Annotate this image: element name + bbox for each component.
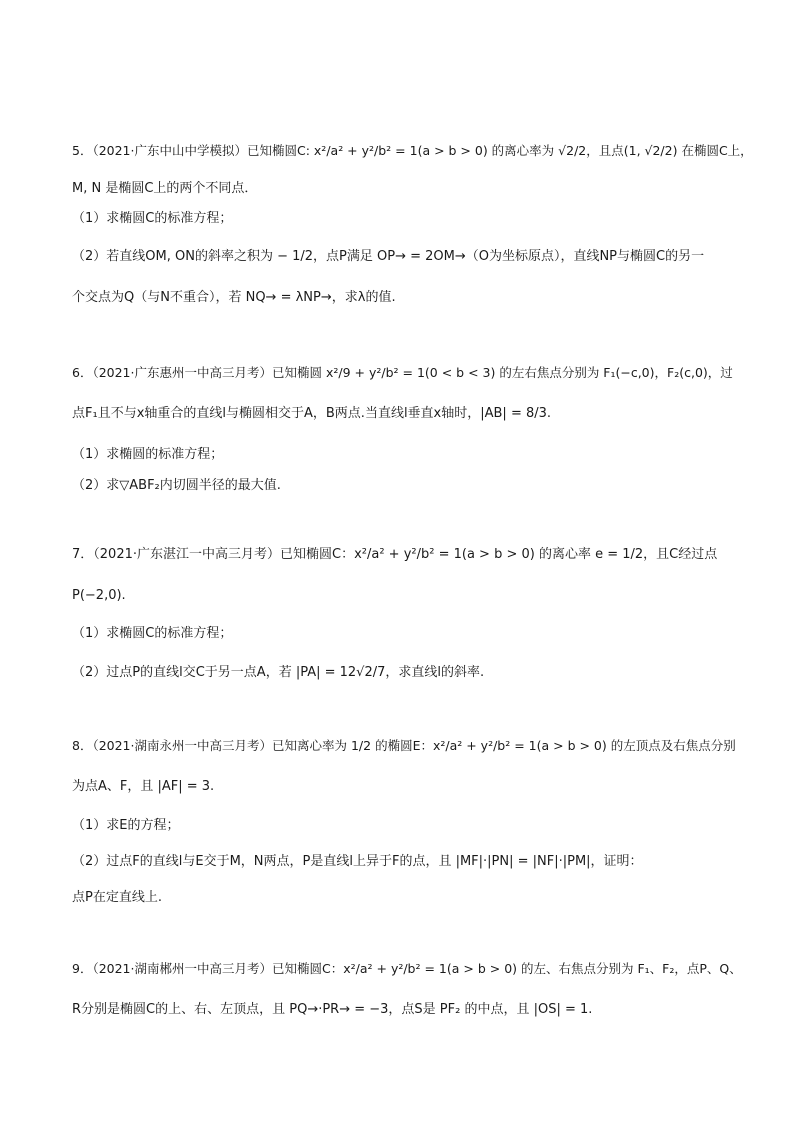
problem-9-source: （2021·湖南郴州一中高三月考） — [92, 961, 272, 976]
problem-5-line-4: （2）若直线OM, ON的斜率之积为 − 1/2，点P满足 OP→ = 2OM→（O为坐标原点），直线NP与椭圆C的另一 — [72, 249, 705, 264]
problem-9-line-2: R分别是椭圆C的上、右、左顶点，且 PQ→·PR→ = −3，点S是 PF₂ 的中点，且 |OS| = 1. — [72, 1002, 593, 1017]
problem-7-line-3: （1）求椭圆C的标准方程； — [72, 626, 233, 641]
problem-6-line-1 — [72, 364, 734, 382]
problem-6-line-2: 点F₁且不与x轴重合的直线l与椭圆相交于A，B两点.当直线l垂直x轴时，|AB| = 8/3. — [72, 406, 552, 421]
problem-5-number: 5． — [72, 143, 93, 158]
problem-8-source: （2021·湖南永州一中高三月考） — [92, 738, 272, 753]
problem-8-line-1 — [72, 737, 734, 755]
problem-8-line-3: （1）求E的方程； — [72, 818, 180, 833]
problem-7-line-2: P(−2,0). — [72, 588, 126, 603]
problem-9-number: 9． — [72, 961, 93, 976]
problem-8-number: 8． — [72, 738, 93, 753]
problem-7-text-1: 已知椭圆C：x²/a² + y²/b² = 1(a > b > 0) 的离心率 e = 1/2，且C经过点 — [280, 547, 718, 562]
problem-9-line-1 — [72, 960, 742, 978]
problem-5-line-2: M, N 是椭圆C上的两个不同点． — [72, 181, 258, 196]
problem-6-line-4: （2）求▽ABF₂内切圆半径的最大值. — [72, 478, 281, 493]
problem-7-source: （2021·广东湛江一中高三月考） — [93, 547, 280, 562]
problem-5-line-5: 个交点为Q（与N不重合），若 NQ→ = λNP→，求λ的值. — [72, 290, 396, 305]
problem-8-line-2: 为点A、F，且 |AF| = 3. — [72, 779, 215, 794]
problem-5-line-1 — [72, 142, 753, 160]
problem-9-text-1: 已知椭圆C：x²/a² + y²/b² = 1(a > b > 0) 的左、右焦点分别为 F₁、F₂，点P、Q、 — [272, 961, 742, 976]
problem-8-line-5: 点P在定直线上. — [72, 890, 162, 905]
problem-7-line-1 — [72, 546, 734, 564]
problem-5-line-3: （1）求椭圆C的标准方程； — [72, 211, 233, 226]
problem-6-number: 6． — [72, 365, 93, 380]
problem-5-text-1: 已知椭圆C: x²/a² + y²/b² = 1(a > b > 0) 的离心率为 √2/2，且点(1, √2/2) 在椭圆C上， — [247, 143, 753, 158]
problem-6-text-1: 已知椭圆 x²/9 + y²/b² = 1(0 < b < 3) 的左右焦点分别为 F₁(−c,0)，F₂(c,0)，过 — [272, 365, 733, 380]
problem-7-line-4: （2）过点P的直线l交C于另一点A，若 |PA| = 12√2/7，求直线l的斜率. — [72, 665, 485, 680]
problem-8-line-4: （2）过点F的直线l与E交于M，N两点，P是直线l上异于F的点，且 |MF|·|PN| = |NF|·|PM|，证明： — [72, 854, 643, 869]
problem-7-number: 7． — [72, 547, 94, 562]
problem-8-text-1: 已知离心率为 1/2 的椭圆E：x²/a² + y²/b² = 1(a > b > 0) 的左顶点及右焦点分别 — [272, 738, 736, 753]
problem-6-source: （2021·广东惠州一中高三月考） — [92, 365, 272, 380]
problem-5-source: （2021·广东中山中学模拟） — [92, 143, 247, 158]
problem-6-line-3: （1）求椭圆的标准方程； — [72, 447, 224, 462]
